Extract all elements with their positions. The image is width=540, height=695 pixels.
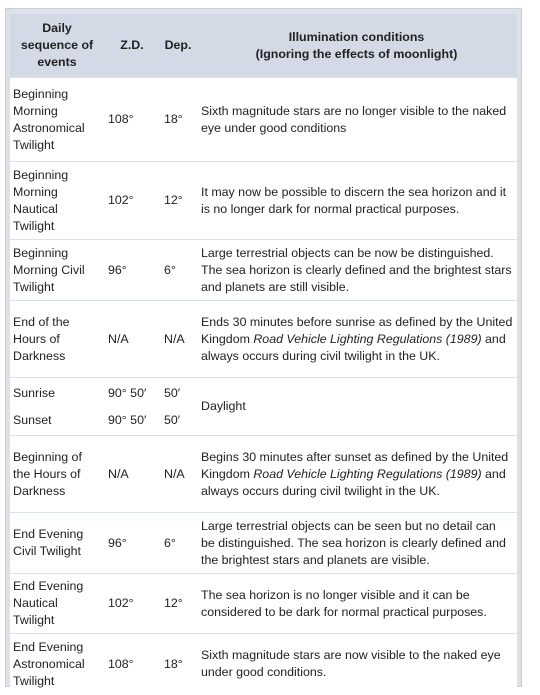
sunset-label: Sunset <box>13 412 52 427</box>
regulation-title: Road Vehicle Lighting Regulations (1989) <box>253 466 482 481</box>
header-row <box>10 14 517 77</box>
table-frame <box>5 8 522 687</box>
description-cell: Large terrestrial objects can be now be distinguished. The sea horizon is clearly defined and the brightest stars and planets are still visible. <box>196 240 517 300</box>
dep-cell: N/A <box>160 436 196 512</box>
event-cell: Beginning of the Hours of Darkness <box>10 436 104 512</box>
zd-cell: N/A <box>104 301 160 377</box>
event-cell: End Evening Nautical Twilight <box>10 574 104 633</box>
header-zd: Z.D. <box>104 14 160 77</box>
zd-cell: 108° <box>104 78 160 161</box>
description-text: and always occurs during civil twilight in the UK. <box>201 331 506 363</box>
dep-cell: 6° <box>160 513 196 573</box>
header-illumination <box>196 14 517 77</box>
event-cell <box>10 378 104 435</box>
zd-cell: 102° <box>104 574 160 633</box>
twilight-table <box>10 13 517 695</box>
header-illumination-title: Illumination conditions <box>288 29 425 44</box>
event-cell: Beginning Morning Nautical Twilight <box>10 162 104 239</box>
zd-cell: 96° <box>104 240 160 300</box>
regulation-title: Road Vehicle Lighting Regulations (1989) <box>253 331 482 346</box>
description-cell: Large terrestrial objects can be seen but no detail can be distinguished. The sea horizon is clearly defined and the brightest stars and planets are visible. <box>196 513 517 573</box>
zd-cell: 96° <box>104 513 160 573</box>
description-text: Ends 30 minutes before sunrise as defined by the United Kingdom <box>201 314 513 346</box>
table-row <box>10 301 517 377</box>
dep-cell <box>160 378 196 435</box>
header-illumination-note: (Ignoring the effects of moonlight) <box>255 46 458 61</box>
event-cell: Beginning Morning Astronomical Twilight <box>10 78 104 161</box>
event-cell: End Evening Civil Twilight <box>10 513 104 573</box>
event-cell: Beginning Morning Civil Twilight <box>10 240 104 300</box>
zd-cell: 108° <box>104 634 160 694</box>
table-row <box>10 378 517 435</box>
dep-cell: N/A <box>160 301 196 377</box>
dep-cell: 18° <box>160 78 196 161</box>
sunrise-zd: 90° 50′ <box>108 385 147 400</box>
header-event: Daily sequence of events <box>10 14 104 77</box>
sunrise-dep: 50′ <box>164 385 181 400</box>
dep-cell: 12° <box>160 162 196 239</box>
description-cell <box>196 436 517 512</box>
table-row <box>10 436 517 512</box>
description-cell: Sixth magnitude stars are no longer visible to the naked eye under good conditions <box>196 78 517 161</box>
dep-cell: 12° <box>160 574 196 633</box>
dep-cell: 18° <box>160 634 196 694</box>
sunset-zd: 90° 50′ <box>108 412 147 427</box>
description-cell: The sea horizon is no longer visible and it can be considered to be dark for normal practical purposes. <box>196 574 517 633</box>
event-cell: End of the Hours of Darkness <box>10 301 104 377</box>
zd-cell: 102° <box>104 162 160 239</box>
table-row <box>10 513 517 573</box>
sunset-dep: 50′ <box>164 412 181 427</box>
dep-cell: 6° <box>160 240 196 300</box>
table-row <box>10 78 517 161</box>
description-cell <box>196 301 517 377</box>
description-text: and always occurs during civil twilight in the UK. <box>201 466 506 498</box>
table-row <box>10 162 517 239</box>
zd-cell <box>104 378 160 435</box>
header-dep: Dep. <box>160 14 196 77</box>
description-cell: Daylight <box>196 378 517 435</box>
table-row <box>10 240 517 300</box>
description-text: Begins 30 minutes after sunset as defined by the United Kingdom <box>201 449 509 481</box>
event-cell: End Evening Astronomical Twilight <box>10 634 104 694</box>
table-row <box>10 634 517 694</box>
table-row <box>10 574 517 633</box>
description-cell: It may now be possible to discern the sea horizon and it is no longer dark for normal practical purposes. <box>196 162 517 239</box>
zd-cell: N/A <box>104 436 160 512</box>
description-cell: Sixth magnitude stars are now visible to the naked eye under good conditions. <box>196 634 517 694</box>
sunrise-label: Sunrise <box>13 385 56 400</box>
